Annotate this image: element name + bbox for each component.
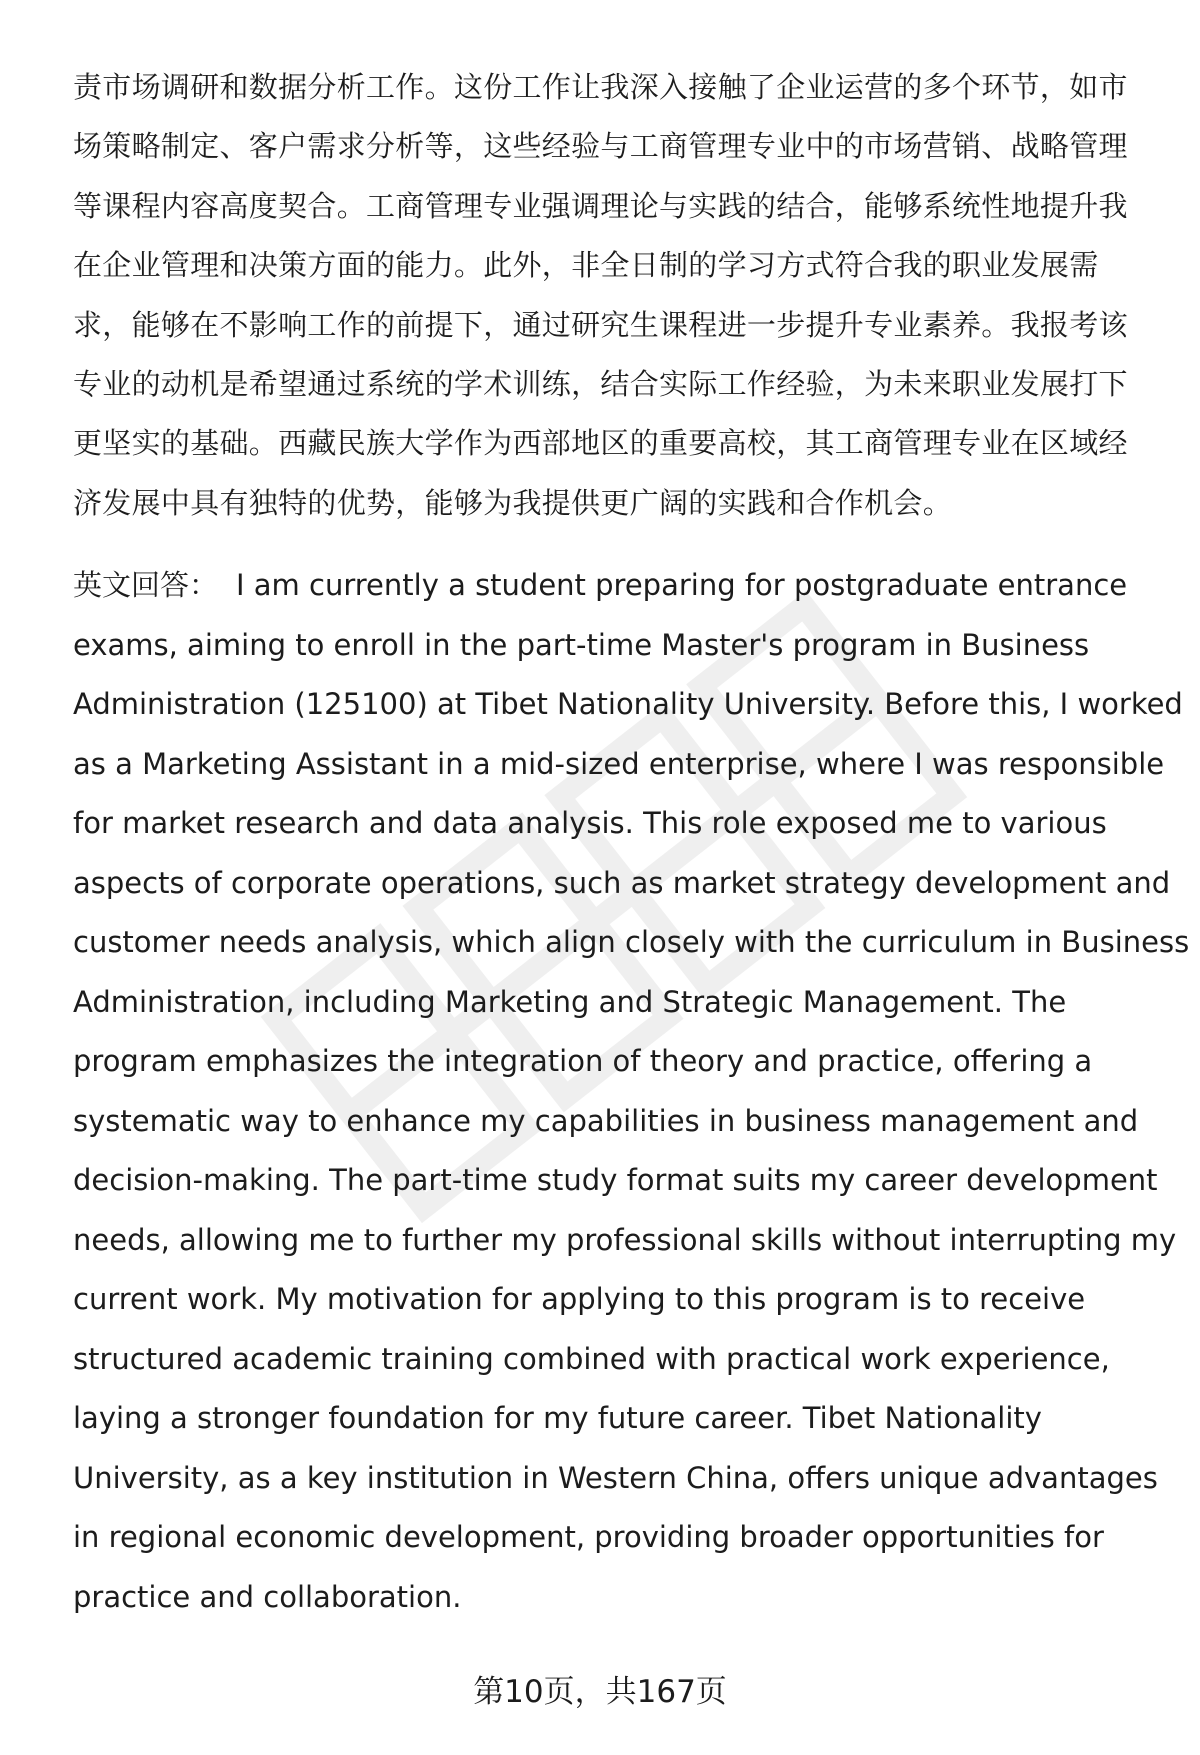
text-line: for market research and data analysis. This role exposed me to various — [73, 806, 1107, 841]
text-line: Administration (125100) at Tibet Nationality University. Before this, I worked — [73, 687, 1183, 722]
text-line: structured academic training combined with practical work experience, — [73, 1341, 1110, 1376]
english-answer-paragraph — [73, 556, 1190, 1627]
page-number-footer: 第10页，共167页 — [473, 1674, 727, 1710]
chinese-answer-paragraph — [73, 58, 1158, 533]
page-content — [73, 58, 1190, 1627]
text-line: systematic way to enhance my capabilities in business management and — [73, 1103, 1139, 1138]
text-line: customer needs analysis, which align closely with the curriculum in Business — [73, 925, 1190, 960]
text-line: 责市场调研和数据分析工作。这份工作让我深入接触了企业运营的多个环节，如市 — [73, 70, 1128, 104]
text-line: decision-making. The part-time study format suits my career development — [73, 1163, 1158, 1198]
text-line: 在企业管理和决策方面的能力。此外，非全日制的学习方式符合我的职业发展需 — [73, 248, 1099, 283]
text-line-body: I am currently a student preparing for postgraduate entrance — [236, 568, 1128, 603]
text-line: 求，能够在不影响工作的前提下，通过研究生课程进一步提升专业素养。我报考该 — [73, 307, 1128, 342]
text-line: 更坚实的基础。西藏民族大学作为西部地区的重要高校，其工商管理专业在区域经 — [73, 426, 1128, 461]
text-line: laying a stronger foundation for my future career. Tibet Nationality — [73, 1401, 1042, 1436]
text-line: 等课程内容高度契合。工商管理专业强调理论与实践的结合，能够系统性地提升我 — [73, 188, 1128, 223]
text-line: practice and collaboration. — [73, 1579, 462, 1614]
text-line: needs, allowing me to further my professional skills without interrupting my — [73, 1222, 1177, 1257]
text-line — [73, 556, 1158, 616]
text-line: aspects of corporate operations, such as market strategy development and — [73, 865, 1171, 900]
english-answer-label: 英文回答： — [73, 568, 219, 603]
text-line: in regional economic development, providing broader opportunities for — [73, 1520, 1104, 1555]
text-line: 场策略制定、客户需求分析等，这些经验与工商管理专业中的市场营销、战略管理 — [73, 129, 1128, 164]
text-line: 济发展中具有独特的优势，能够为我提供更广阔的实践和合作机会。 — [73, 485, 953, 520]
text-line: Administration, including Marketing and Strategic Management. The — [73, 984, 1067, 1019]
text-line: 专业的动机是希望通过系统的学术训练，结合实际工作经验，为未来职业发展打下 — [73, 367, 1128, 402]
text-line: current work. My motivation for applying to this program is to receive — [73, 1282, 1086, 1317]
text-line: exams, aiming to enroll in the part-time Master's program in Business — [73, 627, 1090, 662]
text-line: as a Marketing Assistant in a mid-sized enterprise, where I was responsible — [73, 746, 1165, 781]
text-line: program emphasizes the integration of theory and practice, offering a — [73, 1044, 1093, 1079]
text-line: University, as a key institution in Western China, offers unique advantages — [73, 1460, 1158, 1495]
